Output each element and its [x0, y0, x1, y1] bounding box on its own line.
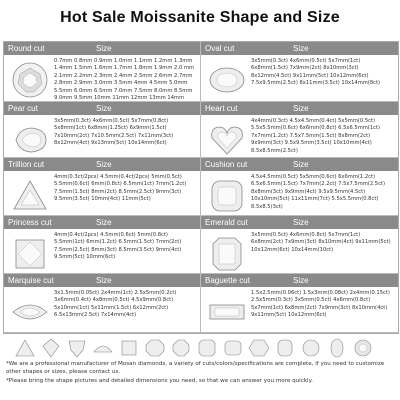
princess-cut-cell — [4, 216, 201, 274]
size-header: Size — [293, 160, 309, 169]
baguette-cut-header — [201, 274, 398, 287]
cut-name: Cushion cut — [205, 160, 248, 169]
baguette-diamond-icon — [207, 292, 247, 332]
cushion-diamond-icon — [207, 176, 247, 216]
asscher-diamond-icon — [144, 338, 166, 358]
cushion-cut-sizes: 4.5x4.5mm(0.5ct) 5x5mm(0.6ct) 6x6mm(1.2ct) 6.5x6.5mm(1.5ct) 7x7mm(2.2ct) 7.5x7.5mm(2.5ct) 8x8mm(3ct) 9x9mm(4ct) 9.5x9.5mm(4.5ct) 10x10mm(5ct) 11x11mm(7ct) 5.5x5.5mm(0.8ct) 8.5x8.5(3ct) — [251, 174, 385, 210]
oval-cut-sizes: 3x5mm(0.3ct) 4x6mm(0.5ct) 5x7mm(1ct) 6x8mm(1.5ct) 7x9mm(2ct) 8x10mm(3ct) 8x12mm(4.5ct) 9x11mm(5ct) 10x12mm(6ct) 7.5x9.5mm(2.5ct) 8x11mm(3.5ct) 10x14mm(8ct) — [251, 58, 381, 87]
old-mine-diamond-icon — [274, 338, 296, 358]
marquise-cut-cell — [4, 274, 201, 333]
round-small-diamond-icon — [300, 338, 322, 358]
trillion-cut-sizes: 4mm(0.3ct/2pcs) 4.5mm(0.4ct/2pcs) 5mm(0.5ct) 5.5mm(0.6ct) 6mm(0.8ct) 6.5mm(1ct) 7mm(1.2ct) 7.5mm(1.5ct) 8mm(2ct) 8.5mm(2.5ct) 9mm(3ct) 9.5mm(3.5ct) 10mm(4ct) 11mm(5ct) — [54, 174, 187, 203]
princess-cut-sizes: 4mm(0.4ct/2pcs) 4.5mm(0.6ct) 5mm(0.8ct) 5.5mm(1ct) 6mm(1.2ct) 6.5mm(1.5ct) 7mm(2ct) 7.5mm(2.5ct) 8mm(3ct) 8.5mm(3.5ct) 9mm(4ct) 9.5mm(5ct) 10mm(6ct) — [54, 232, 182, 261]
oval-cut-header — [201, 42, 398, 55]
octagon-diamond-icon — [170, 338, 192, 358]
trillion-cut-header — [4, 158, 200, 171]
cushion-cut-cell — [201, 158, 398, 216]
oval-small-diamond-icon — [326, 338, 348, 358]
oval-diamond-icon — [207, 60, 247, 100]
cut-name: Heart cut — [205, 104, 238, 113]
baguette-cut-cell — [201, 274, 398, 333]
marquise-cut-header — [4, 274, 200, 287]
pear-cut-sizes: 3x5mm(0.3ct) 4x6mm(0.5ct) 5x7mm(0.8ct) 5x8mm(1ct) 6x8mm(1.25ct) 6x9mm(1.5ct) 7x10mm(2ct) 7x10.5mm(2.5ct) 7x11mm(3ct) 8x12mm(4ct) 9x13mm(5ct) 10x14mm(6ct) — [54, 118, 174, 147]
rose-cut-diamond-icon — [352, 338, 374, 358]
note-pictures: *Please bring the shape pictures and detailed dimensions you need, so that we can answer you more quickly. — [6, 378, 313, 385]
round-diamond-icon — [10, 60, 50, 100]
size-header: Size — [96, 276, 112, 285]
cut-name: Emerald cut — [205, 218, 248, 227]
cut-name: Oval cut — [205, 44, 235, 53]
hexagon-diamond-icon — [248, 338, 270, 358]
marquise-cut-sizes: 3x1.5mm(0.05ct) 2x4mm(1ct) 2.5x5mm(0.2ct) 3x6mm(0.4ct) 4x8mm(0.5ct) 4.5x9mm(0.8ct) 5x10mm(1ct) 5x11mm(1.5ct) 6x12mm(2ct) 6.5x13mm(2.5ct) 7x14mm(4ct) — [54, 290, 177, 319]
cushion-small-diamond-icon — [222, 338, 244, 358]
heart-diamond-icon — [207, 120, 247, 160]
baguette-cut-sizes: 1.5x2.5mm(0.06ct) 1.5x3mm(0.08ct) 2x4mm(0.15ct) 2.5x5mm(0.3ct) 3x5mm(0.5ct) 4x6mm(0.8ct) 5x7mm(1ct) 6x8mm(2ct) 7x9mm(3ct) 8x10mm(4ct) 9x11mm(5ct) 10x12mm(6ct) — [251, 290, 390, 319]
triangle-diamond-icon — [14, 338, 36, 358]
extra-shapes-row — [14, 336, 386, 358]
trillion-cut-cell — [4, 158, 201, 216]
cut-name: Princess cut — [8, 218, 52, 227]
cut-name: Marquise cut — [8, 276, 54, 285]
cut-name: Trillion cut — [8, 160, 45, 169]
size-header: Size — [293, 44, 309, 53]
emerald-cut-header — [201, 216, 398, 229]
round-cut-sizes: 0.7mm 0.8mm 0.9mm 1.0mm 1.1mm 1.2mm 1.3mm 1.4mm 1.5mm 1.6mm 1.7mm 1.8mm 1.9mm 2.0 mm 2.1mm 2.2mm 2.3mm 2.4mm 2.5mm 2.6mm 2.7mm 2.8mm 2.9mm 3.0mm 3.5mm 4mm 4.5mm 5.0mm 5.5mm 6.0mm 6.5mm 7.0mm 7.5mm 8.0mm 8.5mm 9.0mm 9.5mm 10mm 11mm 12mm 13mm 14mm — [54, 58, 195, 102]
oval-cut-cell — [201, 42, 398, 102]
shield-diamond-icon — [66, 338, 88, 358]
emerald-cut-sizes: 3x5mm(0.5ct) 4x6mm(0.8ct) 5x7mm(1ct) 6x8mm(2ct) 7x9mm(3ct) 8x10mm(4ct) 9x11mm(5ct) 10x12mm(6ct) 10x14mm(10ct) — [251, 232, 391, 253]
size-header: Size — [96, 104, 112, 113]
size-header: Size — [96, 160, 112, 169]
princess-cut-header — [4, 216, 200, 229]
trillion-diamond-icon — [10, 176, 50, 216]
kite-diamond-icon — [40, 338, 62, 358]
cut-name: Baguette cut — [205, 276, 250, 285]
size-header: Size — [293, 276, 309, 285]
heart-cut-sizes: 4x4mm(0.3ct) 4.5x4.5mm(0.4ct) 5x5mm(0.5ct) 5.5x5.5mm(0.6ct) 6x6mm(0.8ct) 6.5x6.5mm(1ct) 7x7mm(1.2ct) 7.5x7.5mm(1.5ct) 8x8mm(2ct) 9x9mm(3ct) 9.5x9.5mm(3.5ct) 10x10mm(4ct) 8.5x8.5mm(2.5ct) — [251, 118, 381, 154]
marquise-diamond-icon — [10, 292, 50, 332]
size-header: Size — [293, 218, 309, 227]
size-header: Size — [293, 104, 309, 113]
half-moon-diamond-icon — [92, 338, 114, 358]
princess-diamond-icon — [10, 234, 50, 274]
cut-name: Round cut — [8, 44, 45, 53]
round-cut-header — [4, 42, 200, 55]
pear-diamond-icon — [10, 120, 50, 160]
cushion-cut-header — [201, 158, 398, 171]
size-header: Size — [96, 44, 112, 53]
emerald-cut-cell — [201, 216, 398, 274]
round-cut-cell — [4, 42, 201, 102]
pear-cut-cell — [4, 102, 201, 158]
size-header: Size — [96, 218, 112, 227]
heart-cut-header — [201, 102, 398, 115]
size-table — [3, 41, 399, 334]
square-diamond-icon — [118, 338, 140, 358]
heart-cut-cell — [201, 102, 398, 158]
page-title: Hot Sale Moissanite Shape and Size — [60, 9, 340, 26]
radiant-diamond-icon — [196, 338, 218, 358]
cut-name: Pear cut — [8, 104, 38, 113]
note-customize: *We are a professional manufacturer of Mosan diamonds, a variety of cuts/colors/specifications are complete, if you need to customize other shapes or sizes, please contact us. — [6, 361, 385, 375]
emerald-diamond-icon — [207, 234, 247, 274]
pear-cut-header — [4, 102, 200, 115]
notes — [6, 361, 394, 388]
